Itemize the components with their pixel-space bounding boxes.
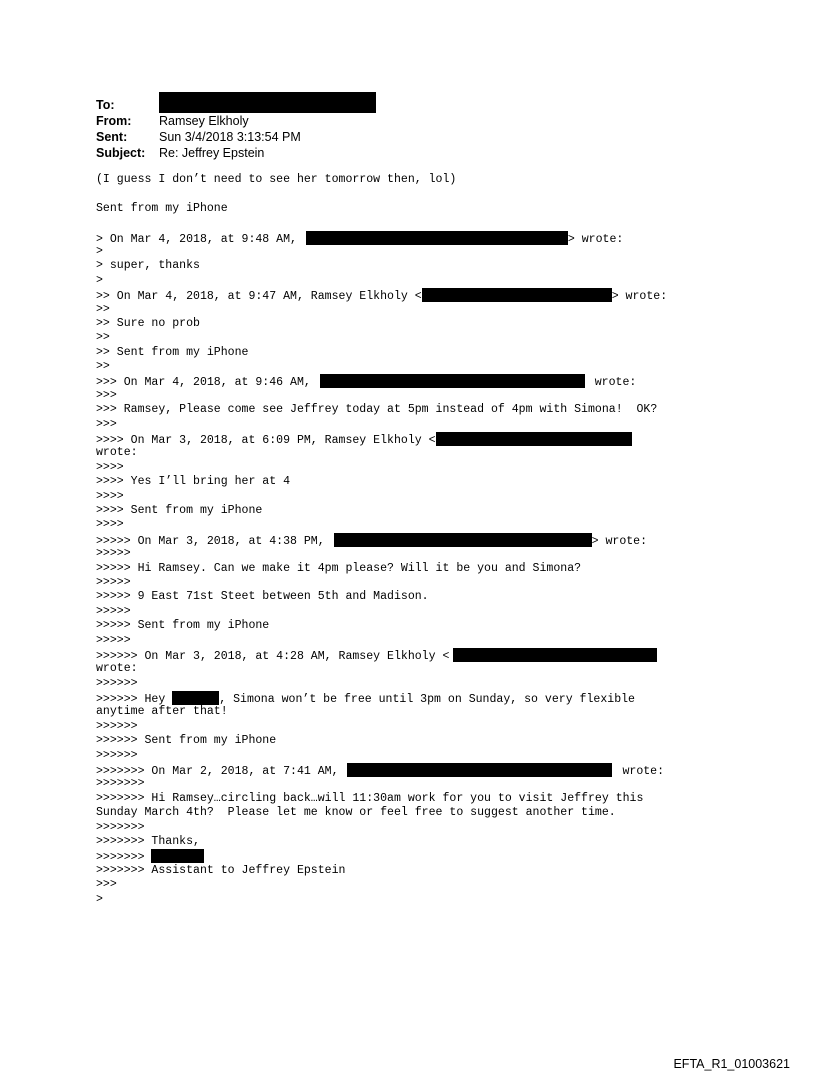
body-line: >> Sure no prob: [96, 316, 200, 330]
body-line: >: [96, 244, 103, 258]
quote-text: >>>> On Mar 3, 2018, at 6:09 PM, Ramsey Elkholy <: [96, 434, 436, 448]
body-line: >>>>>>> Thanks,: [96, 834, 200, 848]
redaction-box: [306, 231, 568, 245]
redaction-box: [422, 288, 612, 302]
quote-text: >> On Mar 4, 2018, at 9:47 AM, Ramsey Elkholy <: [96, 290, 422, 304]
body-line: >>>> Yes I’ll bring her at 4: [96, 475, 291, 489]
body-line: >>>>>>>: [96, 777, 145, 791]
body-line: >>>: [96, 878, 117, 892]
subject-label: Subject:: [96, 146, 146, 160]
redaction-box: [151, 849, 204, 863]
quote-text: > wrote:: [591, 534, 648, 548]
body-line: [96, 763, 786, 777]
subject-row: [96, 145, 376, 161]
to-label: To:: [96, 98, 115, 112]
body-line: [96, 288, 786, 302]
quote-text: >>>>> On Mar 3, 2018, at 4:38 PM,: [96, 534, 325, 548]
body-line: >>: [96, 360, 110, 374]
body-line: >>>>> Sent from my iPhone: [96, 619, 270, 633]
body-line: [96, 432, 786, 446]
body-line: >>>>>: [96, 604, 131, 618]
body-line: >>: [96, 331, 110, 345]
body-line: [96, 533, 786, 547]
body-line: >: [96, 273, 103, 287]
body-line: >>>>>: [96, 575, 131, 589]
quote-text: > On Mar 4, 2018, at 9:48 AM,: [96, 232, 297, 246]
quote-text: , Simona won’t be free until 3pm on Sunday, so very flexible: [219, 693, 635, 707]
body-line: Sent from my iPhone: [96, 201, 228, 215]
to-row: [96, 97, 376, 113]
body-line: Sunday March 4th? Please let me know or feel free to suggest another time.: [96, 806, 616, 820]
body-line: anytime after that!: [96, 705, 228, 719]
redaction-box: [334, 533, 592, 547]
body-line: (I guess I don’t need to see her tomorrow then, lol): [96, 173, 457, 186]
body-line: >>>>>>>: [96, 820, 145, 834]
body-line: >>>>> 9 East 71st Steet between 5th and Madison.: [96, 590, 429, 604]
body-line: wrote:: [96, 662, 138, 676]
body-line: wrote:: [96, 446, 138, 460]
quote-text: > wrote:: [567, 232, 624, 246]
quote-text: >>>>>>>: [96, 851, 145, 865]
quote-text: wrote:: [594, 376, 637, 390]
body-line: [96, 231, 786, 245]
body-line: > super, thanks: [96, 259, 200, 273]
body-line: [96, 849, 786, 863]
body-line: >>>>>> Sent from my iPhone: [96, 734, 277, 748]
sent-row: [96, 129, 376, 145]
from-value: Ramsey Elkholy: [159, 114, 249, 128]
body-line: [96, 374, 786, 388]
redaction-box: [159, 92, 376, 113]
document-id: EFTA_R1_01003621: [673, 1057, 790, 1071]
body-line: >>>>> Hi Ramsey. Can we make it 4pm please? Will it be you and Simona?: [96, 561, 582, 575]
body-line: [96, 691, 786, 705]
quote-text: > wrote:: [611, 290, 668, 304]
redaction-box: [453, 648, 657, 662]
body-line: >>>>>>: [96, 719, 138, 733]
body-line: >>>>>: [96, 547, 131, 561]
redaction-box: [172, 691, 219, 705]
body-line: >>>: [96, 388, 117, 402]
body-line: >>>>>>: [96, 676, 138, 690]
body-line: >: [96, 892, 103, 906]
quote-text: >>>>>> Hey: [96, 693, 166, 707]
quote-text: >>> On Mar 4, 2018, at 9:46 AM,: [96, 376, 311, 390]
body-line: >>>>: [96, 518, 124, 532]
body-line: >>>>>>> Hi Ramsey…circling back…will 11:30am work for you to visit Jeffrey this: [96, 791, 644, 805]
body-line: >>: [96, 302, 110, 316]
redaction-box: [320, 374, 585, 388]
from-row: [96, 113, 376, 129]
redaction-box: [347, 763, 612, 777]
quote-text: wrote:: [622, 765, 665, 779]
body-line: >>>> Sent from my iPhone: [96, 503, 263, 517]
from-label: From:: [96, 114, 132, 128]
redaction-box: [436, 432, 632, 446]
subject-value: Re: Jeffrey Epstein: [159, 146, 265, 160]
body-line: >>>>>>> Assistant to Jeffrey Epstein: [96, 863, 346, 877]
body-line: >>>>: [96, 460, 124, 474]
body-line: >>>>>>: [96, 748, 138, 762]
body-line: >> Sent from my iPhone: [96, 345, 249, 359]
sent-label: Sent:: [96, 130, 128, 144]
sent-value: Sun 3/4/2018 3:13:54 PM: [159, 130, 301, 144]
body-line: >>> Ramsey, Please come see Jeffrey today at 5pm instead of 4pm with Simona! OK?: [96, 403, 658, 417]
quote-text: >>>>>>> On Mar 2, 2018, at 7:41 AM,: [96, 765, 339, 779]
body-line: >>>: [96, 417, 117, 431]
body-line: >>>>: [96, 489, 124, 503]
quote-text: >>>>>> On Mar 3, 2018, at 4:28 AM, Ramsey Elkholy <: [96, 649, 450, 663]
email-body: [96, 173, 786, 907]
body-line: [96, 648, 786, 662]
email-header: [96, 97, 376, 161]
body-line: >>>>>: [96, 633, 131, 647]
